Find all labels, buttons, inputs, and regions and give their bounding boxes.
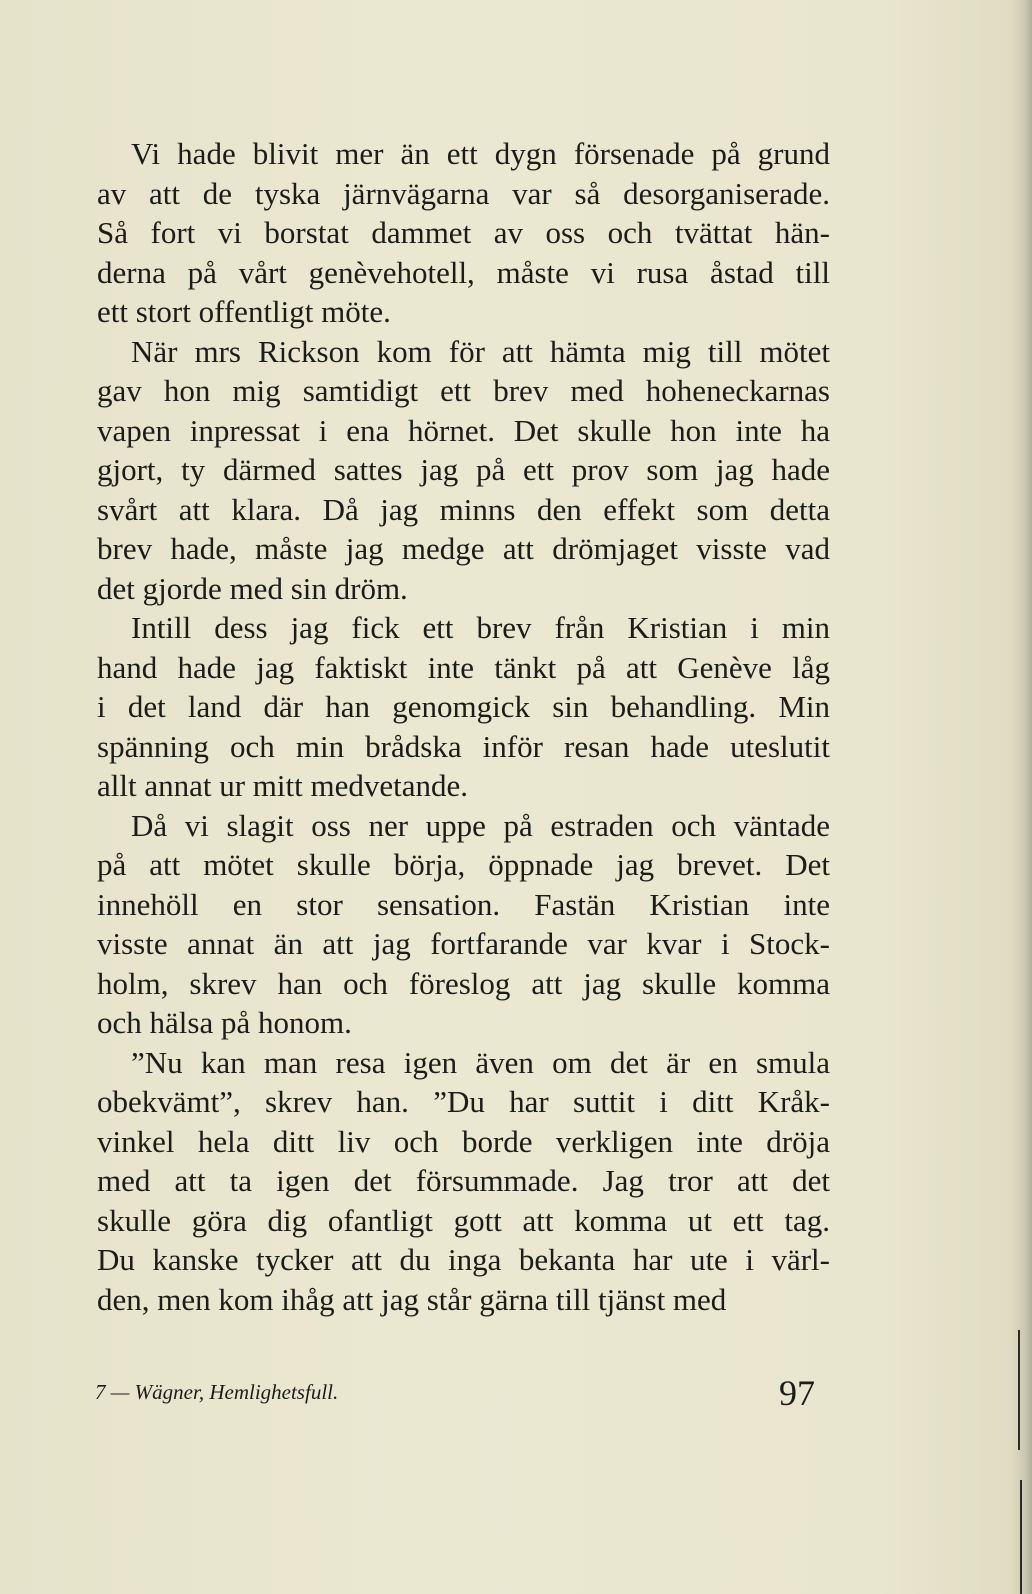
text-line: obekvämt”, skrev han. ”Du har suttit i ditt Kråk-	[97, 1084, 830, 1119]
text-line: ett stort offentligt möte.	[97, 294, 391, 329]
text-line: gjort, ty därmed sattes jag på ett prov som jag hade	[97, 452, 830, 487]
text-line: av att de tyska järnvägarna var så desorganiserade.	[97, 175, 830, 211]
text-line: Du kanske tycker att du inga bekanta har ute i värl-	[97, 1242, 830, 1277]
page-edge-mark	[1020, 1480, 1022, 1594]
text-line: derna på vårt genèvehotell, måste vi rusa åstad till	[97, 254, 830, 290]
text-line: spänning och min brådska inför resan hade uteslutit	[97, 728, 830, 764]
text-line: på att mötet skulle börja, öppnade jag brevet. Det	[97, 847, 830, 882]
body-text	[97, 134, 830, 1319]
paragraph	[97, 1043, 830, 1320]
text-line: visste annat än att jag fortfarande var kvar i Stock-	[97, 926, 830, 961]
text-line: Vi hade blivit mer än ett dygn försenade på grund	[131, 136, 830, 171]
signature-mark: 7 — Wägner, Hemlighetsfull.	[95, 1380, 339, 1404]
text-line: Intill dess jag fick ett brev från Kristian i min	[131, 610, 830, 645]
paragraph	[97, 332, 830, 609]
page-edge-mark	[1018, 1330, 1020, 1450]
text-line: När mrs Rickson kom för att hämta mig till mötet	[131, 333, 830, 369]
page-edge-shadow	[1012, 0, 1032, 1594]
page-number: 97	[779, 1373, 815, 1413]
text-line: skulle göra dig ofantligt gott att komma ut ett tag.	[97, 1202, 830, 1238]
text-line: vinkel hela ditt liv och borde verkligen inte dröja	[97, 1123, 830, 1159]
text-line: gav hon mig samtidigt ett brev med hoheneckarnas	[97, 373, 830, 408]
text-line: det gjorde med sin dröm.	[97, 570, 408, 606]
text-line: svårt att klara. Då jag minns den effekt som detta	[97, 491, 830, 527]
text-line: ”Nu kan man resa igen även om det är en smula	[131, 1044, 830, 1080]
text-line: hand hade jag faktiskt inte tänkt på att Genève låg	[97, 649, 830, 685]
text-line: i det land där han genomgick sin behandling. Min	[97, 689, 830, 724]
text-line: den, men kom ihåg att jag står gärna till tjänst med	[97, 1281, 727, 1317]
text-line: med att ta igen det försummade. Jag tror att det	[97, 1163, 830, 1198]
text-line: vapen inpressat i ena hörnet. Det skulle hon inte ha	[97, 412, 830, 448]
text-line: och hälsa på honom.	[97, 1005, 352, 1040]
paragraph	[97, 806, 830, 1043]
text-line: holm, skrev han och föreslog att jag skulle komma	[97, 965, 830, 1001]
text-line: allt annat ur mitt medvetande.	[97, 768, 469, 803]
text-line: brev hade, måste jag medge att drömjaget visste vad	[97, 531, 830, 566]
text-line: Då vi slagit oss ner uppe på estraden och väntade	[131, 807, 830, 843]
paragraph	[97, 608, 830, 806]
text-line: innehöll en stor sensation. Fastän Kristian inte	[97, 886, 830, 922]
text-line: Så fort vi borstat dammet av oss och tvättat hän-	[97, 215, 830, 250]
paragraph	[97, 134, 830, 332]
page-footer	[95, 1372, 815, 1422]
